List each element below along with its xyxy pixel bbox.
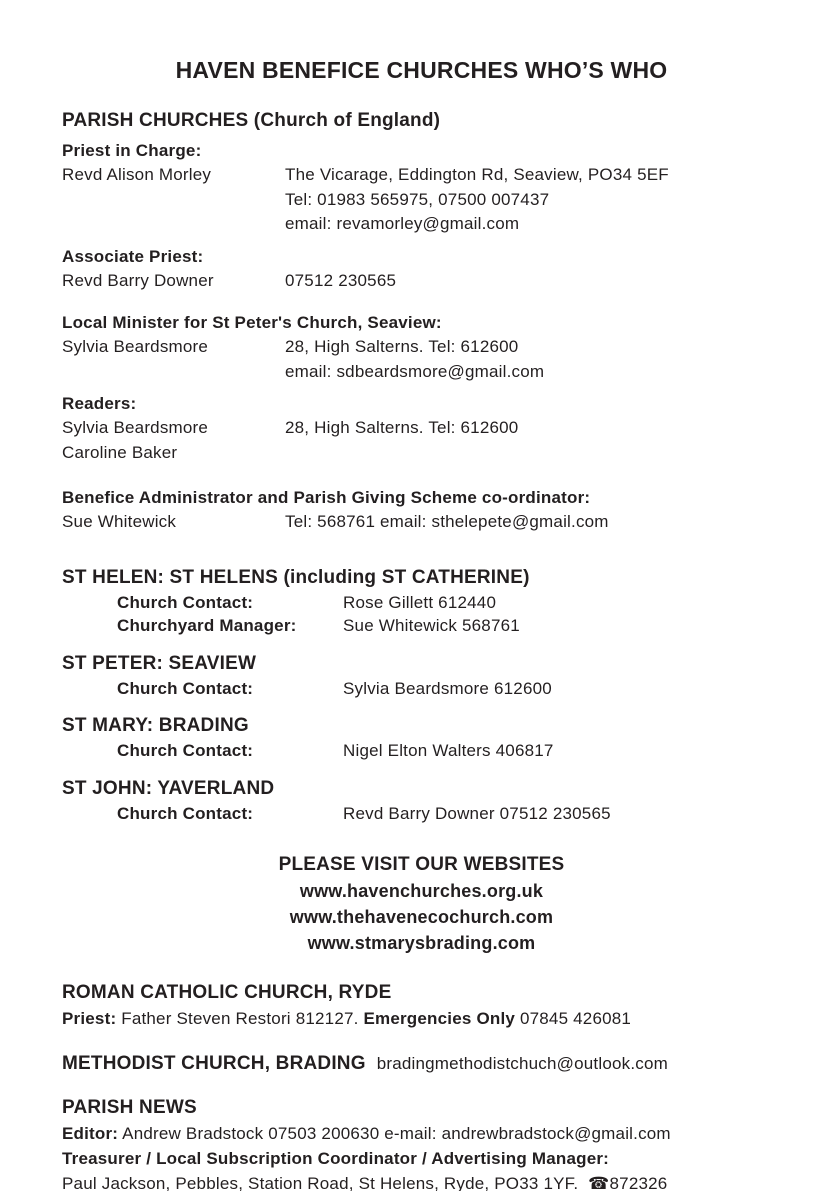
section-parish-news [62, 1095, 781, 1191]
person-name: Caroline Baker [62, 442, 178, 462]
telephone-icon: ☎ [588, 1174, 610, 1191]
section-roman-catholic [62, 980, 781, 1031]
person-row-priest-in-charge [62, 163, 781, 237]
contact-label: Church Contact: [117, 678, 254, 698]
contact-value: Revd Barry Downer 07512 230565 [343, 803, 611, 823]
person-detail-address: 28, High Salterns. Tel: 612600 [285, 337, 519, 356]
roman-catholic-priest-line [62, 1006, 781, 1031]
person-detail-contact: Tel: 568761 email: sthelepete@gmail.com [285, 512, 609, 531]
person-detail-phone: 07512 230565 [285, 270, 397, 290]
heading-benefice-administrator: Benefice Administrator and Parish Giving Scheme co-ordinator: [62, 488, 591, 507]
person-name: Revd Alison Morley [62, 165, 212, 184]
person-details [285, 510, 781, 535]
person-detail-address: 28, High Salterns. Tel: 612600 [285, 418, 519, 437]
person-details [285, 335, 781, 384]
church-heading-st-peter: ST PETER: SEAVIEW [62, 652, 257, 674]
person-detail-phone: Tel: 01983 565975, 07500 007437 [285, 189, 550, 209]
contact-value: Sylvia Beardsmore 612600 [343, 678, 552, 698]
contact-label: Church Contact: [117, 592, 254, 612]
editor-label: Editor: [62, 1124, 119, 1143]
phone-number: 872326 [609, 1174, 668, 1191]
contact-value: Sue Whitewick 568761 [343, 616, 520, 635]
contact-label: Church Contact: [117, 741, 254, 760]
contact-value: Nigel Elton Walters 406817 [343, 741, 554, 760]
websites-block [62, 851, 781, 956]
section-heading-parish-churches: PARISH CHURCHES (Church of England) [62, 110, 441, 131]
parish-news-treasurer-heading: Treasurer / Local Subscription Coordinator / Advertising Manager: [62, 1149, 610, 1168]
methodist-email: bradingmethodistchuch@outlook.com [376, 1054, 668, 1073]
org-heading-parish-news: PARISH NEWS [62, 1097, 197, 1118]
emergencies-number: 07845 426081 [515, 1009, 632, 1028]
website-url: www.stmarysbrading.com [307, 933, 536, 953]
contact-row [117, 614, 781, 638]
person-row-reader [62, 416, 781, 441]
person-row-associate-priest [62, 269, 781, 294]
editor-info: Andrew Bradstock 07503 200630 e-mail: andrewbradstock@gmail.com [118, 1124, 671, 1143]
person-detail-email: email: sdbeardsmore@gmail.com [285, 361, 545, 381]
church-heading-st-john: ST JOHN: YAVERLAND [62, 777, 275, 799]
address-text: Paul Jackson, Pebbles, Station Road, St Helens, Ryde, PO33 1YF. [62, 1174, 589, 1191]
person-row-administrator [62, 510, 781, 535]
heading-readers: Readers: [62, 394, 137, 413]
contact-row [117, 677, 781, 701]
person-details [285, 269, 781, 294]
person-row-local-minister [62, 335, 781, 384]
website-url: www.thehavenecochurch.com [289, 907, 554, 927]
methodist-heading: METHODIST CHURCH, BRADING [62, 1053, 366, 1074]
contact-row [117, 802, 781, 826]
person-name: Sue Whitewick [62, 512, 177, 531]
person-name: Sylvia Beardsmore [62, 418, 209, 437]
role-heading-priest-in-charge: Priest in Charge: [62, 141, 202, 160]
person-detail-address: The Vicarage, Eddington Rd, Seaview, PO34 5EF [285, 165, 669, 184]
church-heading-st-mary: ST MARY: BRADING [62, 715, 249, 736]
heading-local-minister: Local Minister for St Peter's Church, Seaview: [62, 313, 442, 332]
church-heading-st-helen: ST HELEN: ST HELENS (including ST CATHERINE) [62, 566, 530, 588]
person-row-reader [62, 441, 781, 466]
contact-value: Rose Gillett 612440 [343, 592, 497, 612]
website-url: www.havenchurches.org.uk [299, 881, 544, 901]
parish-news-editor-line [62, 1121, 781, 1146]
page-title: HAVEN BENEFICE CHURCHES WHO’S WHO [175, 57, 668, 83]
contact-label: Churchyard Manager: [117, 616, 297, 635]
org-heading-roman-catholic: ROMAN CATHOLIC CHURCH, RYDE [62, 982, 392, 1003]
person-details [285, 416, 781, 441]
contact-row [117, 591, 781, 615]
org-heading-methodist [62, 1051, 781, 1077]
person-name: Sylvia Beardsmore [62, 337, 209, 356]
priest-label: Priest: [62, 1009, 117, 1028]
role-heading-associate-priest: Associate Priest: [62, 246, 204, 266]
person-detail-email: email: revamorley@gmail.com [285, 214, 520, 233]
websites-heading: PLEASE VISIT OUR WEBSITES [278, 854, 565, 875]
person-name: Revd Barry Downer [62, 270, 214, 290]
priest-info: Father Steven Restori 812127. [116, 1009, 364, 1028]
section-methodist [62, 1051, 781, 1077]
emergencies-label: Emergencies Only [363, 1009, 516, 1028]
contact-label: Church Contact: [117, 803, 254, 823]
person-details [285, 163, 781, 237]
parish-news-address-line [62, 1171, 781, 1191]
contact-row [117, 739, 781, 763]
